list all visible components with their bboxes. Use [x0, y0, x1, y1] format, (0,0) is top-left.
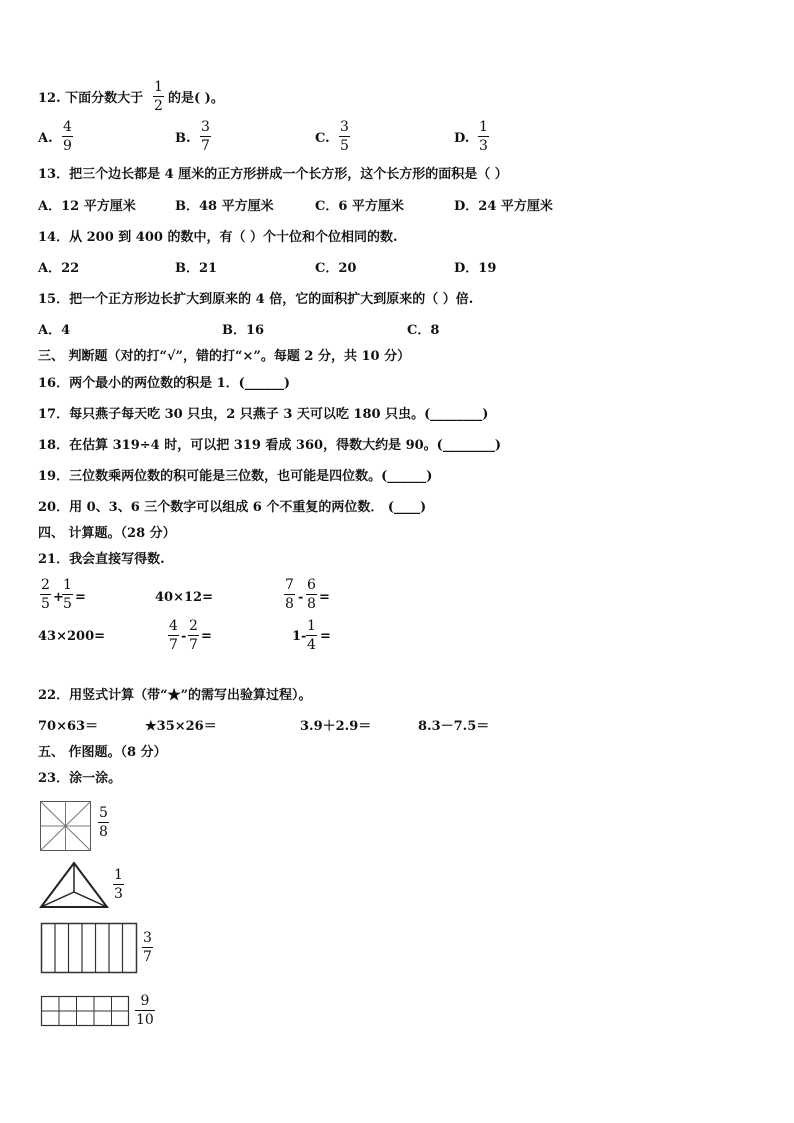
fraction-numerator: 1 — [114, 867, 123, 883]
q16-statement: 16．两个最小的两位数的积是 1．(______) — [38, 376, 290, 391]
fraction-numerator: 2 — [41, 577, 50, 593]
q21-e6-equals: = — [320, 629, 331, 644]
q12-option-c-fraction — [339, 120, 350, 153]
fraction-denominator: 3 — [114, 886, 123, 902]
fraction-numerator: 7 — [285, 577, 294, 593]
q14-option-a: A．22 — [38, 261, 80, 276]
section-5-heading: 五、 作图题。（8 分） — [38, 745, 167, 760]
fraction-denominator: 7 — [201, 138, 210, 154]
fraction-bar — [40, 594, 51, 595]
fraction-denominator: 9 — [63, 138, 72, 154]
fraction-bar — [153, 96, 164, 97]
fraction-denominator: 8 — [99, 824, 108, 840]
q23-fraction-1 — [98, 806, 109, 839]
q21-e3-fraction-b — [306, 578, 317, 611]
q21-e3-fraction-a — [284, 578, 295, 611]
q13-option-b: B．48 平方厘米 — [175, 199, 274, 214]
q14-option-c: C．20 — [315, 261, 357, 276]
q21-e1-fraction-a — [40, 578, 51, 611]
q21-e5-fraction-a — [168, 619, 179, 652]
q21-e6-fraction — [306, 619, 317, 652]
square-eighths-shape[interactable] — [40, 801, 91, 851]
q12-option-c-letter: C. — [315, 131, 330, 146]
q12-stem-fraction — [153, 80, 164, 113]
q23-fraction-3 — [142, 931, 153, 964]
q21-e5-equals: = — [201, 629, 212, 644]
q23-fraction-4 — [135, 994, 155, 1027]
triangle-thirds-shape[interactable] — [40, 862, 108, 908]
fraction-bar — [339, 136, 350, 137]
fraction-numerator: 1 — [479, 119, 488, 135]
fraction-bar — [306, 635, 317, 636]
q13-stem: 13．把三个边长都是 4 厘米的正方形拼成一个长方形，这个长方形的面积是（ ） — [38, 167, 508, 182]
fraction-numerator: 2 — [189, 618, 198, 634]
fraction-bar — [98, 822, 109, 823]
q21-e1-operator: + — [53, 590, 64, 605]
fraction-bar — [200, 136, 211, 137]
fraction-denominator: 10 — [136, 1012, 154, 1028]
q18-statement: 18．在估算 319÷4 时，可以把 319 看成 360，得数大约是 90。(________) — [38, 438, 501, 453]
fraction-bar — [284, 594, 295, 595]
q22-item-3: 3.9＋2.9＝ — [300, 719, 372, 734]
fraction-denominator: 8 — [285, 596, 294, 612]
q21-e3-operator: - — [298, 590, 304, 605]
q14-stem: 14．从 200 到 400 的数中，有（ ）个十位和个位相同的数. — [38, 230, 398, 245]
fraction-bar — [113, 884, 124, 885]
fraction-bar — [135, 1010, 155, 1011]
q15-stem: 15．把一个正方形边长扩大到原来的 4 倍，它的面积扩大到原来的（ ）倍. — [38, 292, 474, 307]
q14-option-d: D．19 — [454, 261, 497, 276]
fraction-numerator: 3 — [143, 930, 152, 946]
q21-e2: 40×12= — [155, 590, 213, 605]
fraction-denominator: 5 — [63, 596, 72, 612]
q15-option-b: B．16 — [222, 323, 265, 338]
fraction-denominator: 7 — [189, 637, 198, 653]
q12-option-a-letter: A. — [38, 131, 53, 146]
fraction-bar — [168, 635, 179, 636]
q12-option-a-fraction — [62, 120, 73, 153]
q21-e5-operator: - — [181, 629, 187, 644]
q13-option-a: A．12 平方厘米 — [38, 199, 136, 214]
q23-stem: 23．涂一涂。 — [38, 771, 122, 786]
fraction-bar — [142, 947, 153, 948]
q22-item-1: 70×63＝ — [38, 719, 99, 734]
fraction-denominator: 8 — [307, 596, 316, 612]
q14-option-b: B．21 — [175, 261, 218, 276]
q19-statement: 19．三位数乘两位数的积可能是三位数，也可能是四位数。(______) — [38, 469, 433, 484]
fraction-bar — [62, 594, 73, 595]
fraction-bar — [188, 635, 199, 636]
fraction-numerator: 5 — [99, 805, 108, 821]
fraction-numerator: 3 — [201, 119, 210, 135]
q15-option-c: C．8 — [407, 323, 440, 338]
fraction-numerator: 4 — [169, 618, 178, 634]
fraction-bar — [306, 594, 317, 595]
fraction-numerator: 6 — [307, 577, 316, 593]
q12-option-d-fraction — [478, 120, 489, 153]
fraction-denominator: 5 — [41, 596, 50, 612]
q21-e6-lead: 1- — [292, 629, 307, 644]
fraction-bar — [62, 136, 73, 137]
q22-stem: 22．用竖式计算（带“★”的需写出验算过程）。 — [38, 688, 312, 703]
q12-stem-end: 的是( )。 — [168, 91, 224, 106]
q23-fraction-2 — [113, 868, 124, 901]
fraction-denominator: 4 — [307, 637, 316, 653]
q13-option-d: D．24 平方厘米 — [454, 199, 553, 214]
fraction-denominator: 7 — [143, 949, 152, 965]
q21-e1-fraction-b — [62, 578, 73, 611]
fraction-denominator: 7 — [169, 637, 178, 653]
fraction-numerator: 1 — [63, 577, 72, 593]
q21-e1-equals: = — [75, 590, 86, 605]
q21-e5-fraction-b — [188, 619, 199, 652]
q22-item-4: 8.3－7.5＝ — [418, 719, 490, 734]
q21-e3-equals: = — [319, 590, 330, 605]
fraction-numerator: 1 — [307, 618, 316, 634]
q21-e4: 43×200= — [38, 629, 106, 644]
q21-stem: 21．我会直接写得数. — [38, 552, 165, 567]
section-4-heading: 四、 计算题。（28 分） — [38, 526, 176, 541]
q12-stem-start: 12. 下面分数大于 — [38, 91, 144, 106]
fraction-numerator: 3 — [340, 119, 349, 135]
q15-option-a: A．4 — [38, 323, 71, 338]
fraction-bar — [478, 136, 489, 137]
q12-option-b-letter: B. — [175, 131, 191, 146]
fraction-numerator: 9 — [140, 993, 150, 1009]
section-3-heading: 三、 判断题（对的打“√”，错的打“×”。每题 2 分，共 10 分） — [38, 349, 411, 364]
q13-option-c: C．6 平方厘米 — [315, 199, 404, 214]
q17-statement: 17．每只燕子每天吃 30 只虫，2 只燕子 3 天可以吃 180 只虫。(________) — [38, 407, 489, 422]
fraction-denominator: 2 — [154, 98, 163, 114]
rectangle-sevenths-shape[interactable] — [41, 923, 137, 973]
fraction-denominator: 3 — [479, 138, 488, 154]
fraction-denominator: 5 — [340, 138, 349, 154]
fraction-numerator: 1 — [154, 79, 163, 95]
grid-tenths-shape[interactable] — [41, 996, 129, 1026]
q12-option-d-letter: D. — [454, 131, 470, 146]
q20-statement: 20．用 0、3、6 三个数字可以组成 6 个不重复的两位数． (____) — [38, 500, 427, 515]
q12-option-b-fraction — [200, 120, 211, 153]
q22-item-2: ★35×26＝ — [145, 719, 217, 734]
fraction-numerator: 4 — [63, 119, 72, 135]
